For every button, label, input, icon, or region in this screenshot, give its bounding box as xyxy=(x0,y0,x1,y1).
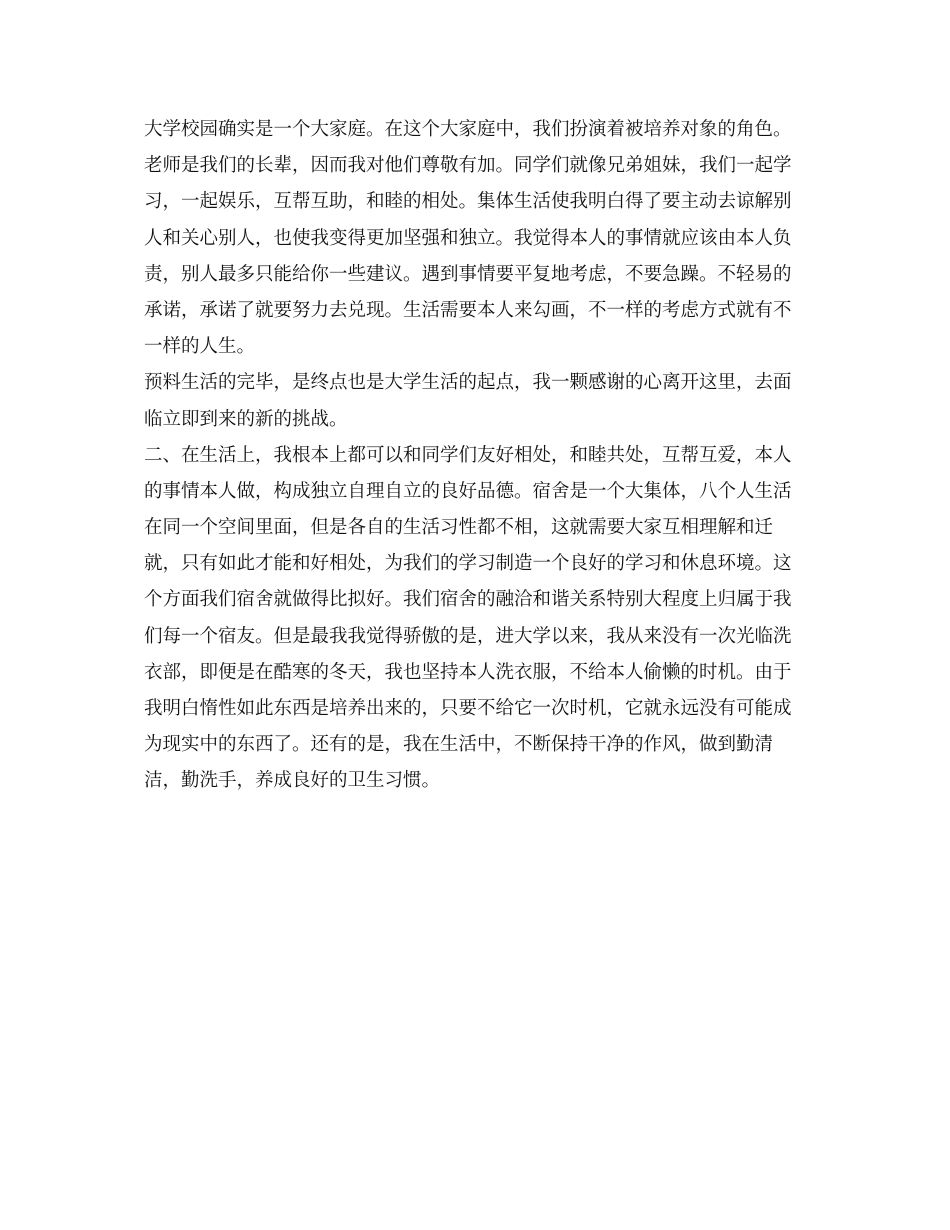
text-line: 老师是我们的长辈，因而我对他们尊敬有加。同学们就像兄弟姐妹，我们一起学 xyxy=(144,155,792,177)
text-line: 二、在生活上，我根本上都可以和同学们友好相处，和睦共处，互帮互爱，本人 xyxy=(144,444,792,466)
text-line: 预料生活的完毕，是终点也是大学生活的起点，我一颗感谢的心离开这里，去面 xyxy=(144,372,792,394)
text-line: 我明白惰性如此东西是培养出来的，只要不给它一次时机，它就永远没有可能成 xyxy=(144,698,792,719)
text-line: 在同一个空间里面，但是各自的生活习性都不相，这就需要大家互相理解和迁 xyxy=(144,517,774,539)
text-line: 人和关心别人，也使我变得更加坚强和独立。我觉得本人的事情就应该由本人负 xyxy=(144,227,792,249)
text-line: 个方面我们宿舍就做得比拟好。我们宿舍的融洽和谐关系特别大程度上归属于我 xyxy=(144,589,792,611)
text-line: 承诺，承诺了就要努力去兑现。生活需要本人来勾画，不一样的考虑方式就有不 xyxy=(144,299,792,321)
text-line: 就，只有如此才能和好相处，为我们的学习制造一个良好的学习和休息环境。这 xyxy=(144,553,792,575)
text-line: 洁，勤洗手，养成良好的卫生习惯。 xyxy=(144,770,441,792)
text-line: 为现实中的东西了。还有的是，我在生活中，不断保持干净的作风，做到勤清 xyxy=(144,734,774,756)
text-line: 责，别人最多只能给你一些建议。遇到事情要平复地考虑，不要急躁。不轻易的 xyxy=(144,263,792,285)
text-line: 大学校园确实是一个大家庭。在这个大家庭中，我们扮演着被培养对象的角色。 xyxy=(144,119,792,140)
text-line: 一样的人生。 xyxy=(144,336,256,358)
text-line: 的事情本人做，构成独立自理自立的良好品德。宿舍是一个大集体，八个人生活 xyxy=(144,480,792,502)
text-line: 习，一起娱乐，互帮互助，和睦的相处。集体生活使我明白得了要主动去谅解别 xyxy=(144,191,792,213)
body-text xyxy=(144,112,804,800)
text-line: 们每一个宿友。但是最我我觉得骄傲的是，进大学以来，我从来没有一次光临洗 xyxy=(144,625,792,647)
text-line: 临立即到来的新的挑战。 xyxy=(144,408,348,430)
text-line: 衣部，即便是在酷寒的冬天，我也坚持本人洗衣服，不给本人偷懒的时机。由于 xyxy=(144,661,792,683)
